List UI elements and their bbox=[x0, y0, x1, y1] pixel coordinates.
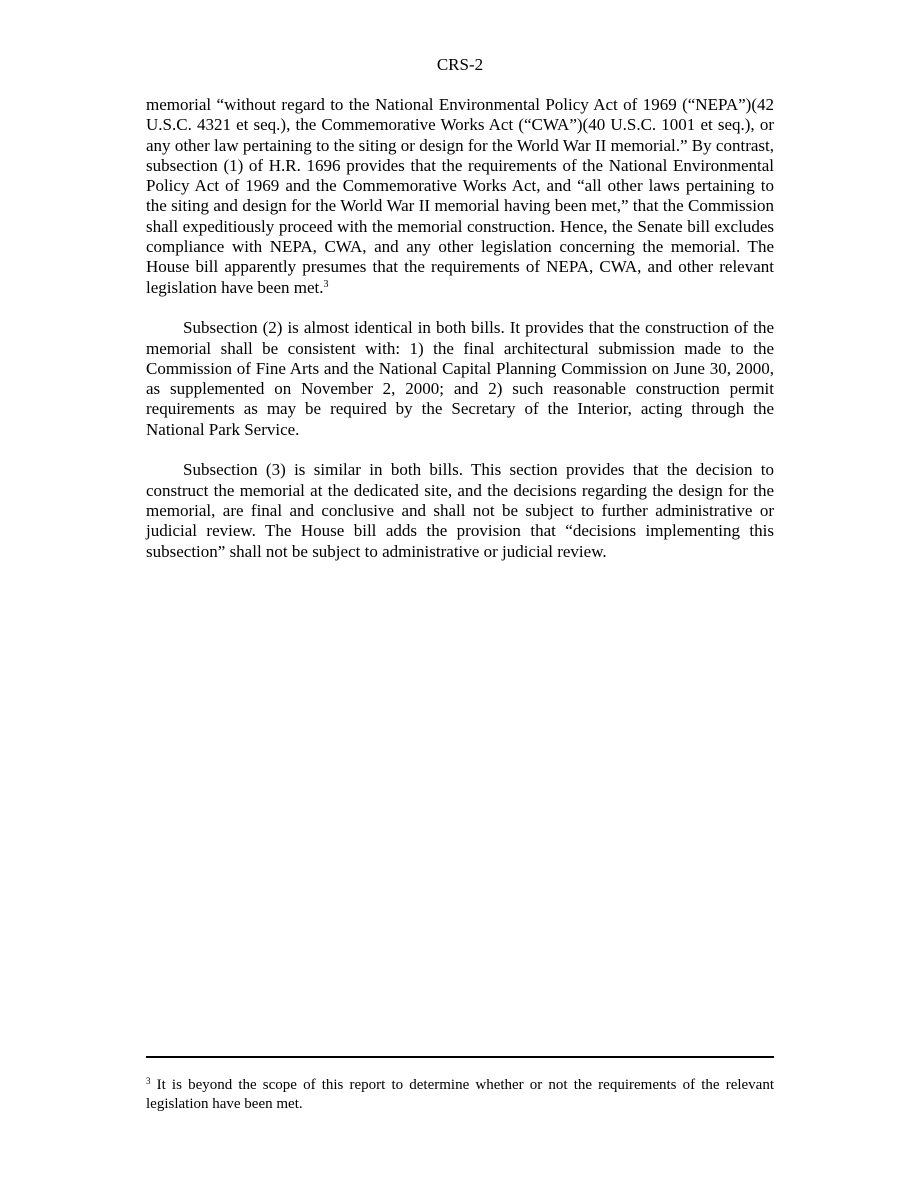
footnote bbox=[146, 1076, 774, 1114]
footnote-marker: 3 bbox=[146, 1076, 151, 1086]
body-paragraph bbox=[146, 460, 774, 561]
document-body bbox=[146, 95, 774, 582]
footnote-text: It is beyond the scope of this report to determine whether or not the requirements of the relevant legislation have been met. bbox=[146, 1077, 775, 1112]
body-paragraph bbox=[146, 318, 774, 440]
paragraph-text: Subsection (2) is almost identical in both bills. It provides that the construction of the memorial shall be consistent with: 1) the final architectural submission made to the Commission of Fine Arts and the National Capital Planning Commission on June 30, 2000, as supplemented on November 2, 2000; and 2) such reasonable construction permit requirements as may be required by the Secretary of the Interior, acting through the National Park Service. bbox=[146, 318, 774, 439]
paragraph-text: Subsection (3) is similar in both bills. This section provides that the decision to construct the memorial at the dedicated site, and the decisions regarding the design for the memorial, are final and conclusive and shall not be subject to further administrative or judicial review. The House bill adds the provision that “decisions implementing this subsection” shall not be subject to administrative or judicial review. bbox=[146, 460, 774, 561]
footnote-divider bbox=[146, 1056, 774, 1058]
paragraph-text: memorial “without regard to the National Environmental Policy Act of 1969 (“NEPA”)(42 U.S.C. 4321 et seq.), the Commemorative Works Act (“CWA”)(40 U.S.C. 1001 et seq.), or any other law pertaining to the siting or design for the World War II memorial.” By contrast, subsection (1) of H.R. 1696 provides that the requirements of the National Environmental Policy Act of 1969 and the Commemorative Works Act, and “all other laws pertaining to the siting and design for the World War II memorial having been met,” that the Commission shall expeditiously proceed with the memorial construction. Hence, the Senate bill excludes compliance with NEPA, CWA, and any other legislation concerning the memorial. The House bill apparently presumes that the requirements of NEPA, CWA, and other relevant legislation have been met. bbox=[146, 95, 774, 297]
page-label: CRS-2 bbox=[436, 55, 484, 74]
page-header bbox=[0, 55, 920, 75]
footnote-reference[interactable]: 3 bbox=[323, 278, 329, 290]
body-paragraph bbox=[146, 95, 774, 298]
